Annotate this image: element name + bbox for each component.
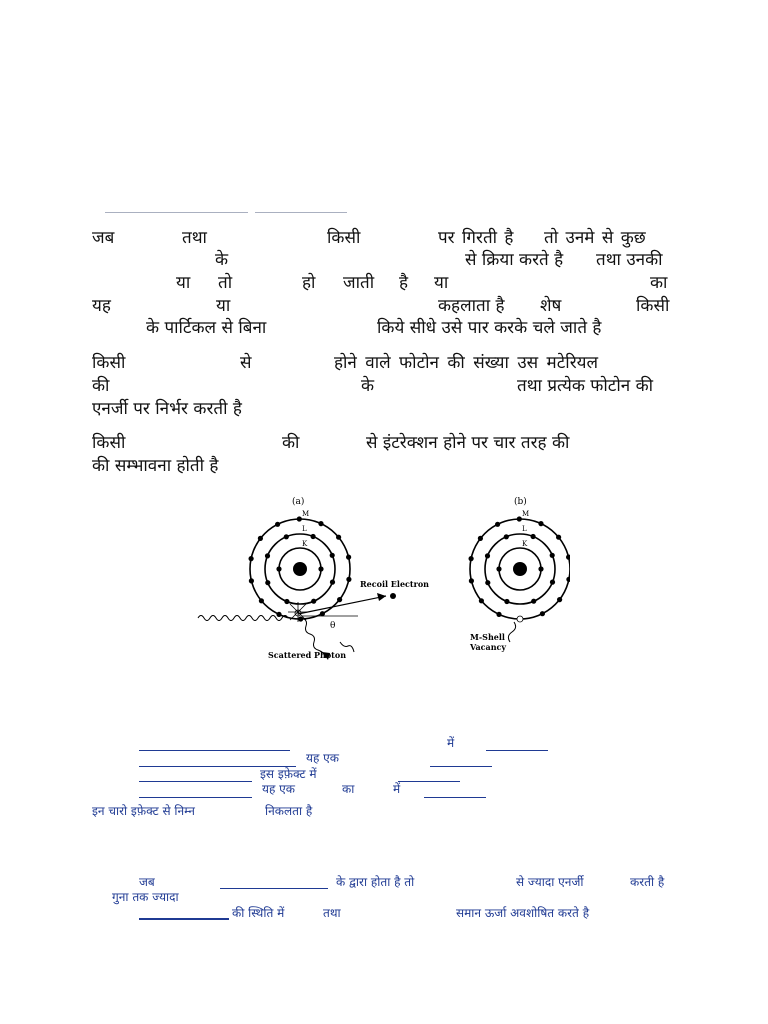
shell-label-k: K xyxy=(522,540,528,548)
vacancy-label-line2: Vacancy xyxy=(470,642,507,652)
electron-dot xyxy=(495,522,500,527)
note-blank xyxy=(139,918,229,920)
electron-dot xyxy=(556,535,561,540)
electron-dot xyxy=(540,611,545,616)
note-text: के द्वारा होता है तो xyxy=(336,875,415,889)
p2-word: होने वाले फोटोन की संख्या उस मटेरियल xyxy=(334,353,599,373)
scattered-photon-label: Scattered Photon xyxy=(268,650,347,660)
electron-dot xyxy=(496,612,501,617)
p1-word: शेष xyxy=(540,296,562,316)
p1-word: या xyxy=(216,296,231,316)
electron-dot xyxy=(284,599,289,604)
note-blank xyxy=(220,888,328,889)
recoil-electron-label: Recoil Electron xyxy=(360,579,429,589)
electron-dot xyxy=(469,556,474,561)
electron-dot xyxy=(298,616,303,621)
electron-dot xyxy=(297,516,302,521)
panel-b-label: (b) xyxy=(514,497,527,507)
electron-dot xyxy=(550,553,555,558)
electron-dot xyxy=(469,578,474,583)
electron-dot xyxy=(531,599,536,604)
note-text: इन चारो इफ़ेक्ट से निम्न xyxy=(92,804,195,818)
atom-interaction-figure xyxy=(190,492,570,667)
p1-word: या xyxy=(176,273,191,293)
electron-dot xyxy=(336,535,341,540)
p2-word: की xyxy=(92,376,110,396)
p1-word: पर गिरती है xyxy=(438,228,514,248)
electron-dot xyxy=(258,536,263,541)
p2-word: तथा प्रत्येक फोटोन की xyxy=(517,376,654,396)
p3-word: किसी xyxy=(92,433,126,453)
electron-dot xyxy=(550,580,555,585)
electron-dot xyxy=(346,577,351,582)
electron-dot xyxy=(479,598,484,603)
electron-dot xyxy=(504,599,509,604)
electron-dot xyxy=(478,536,483,541)
p1-word: किसी xyxy=(327,228,361,248)
note-text: का xyxy=(342,782,355,796)
note-text: समान ऊर्जा अवशोषित करते है xyxy=(456,906,590,920)
electron-dot xyxy=(249,578,254,583)
electron-dot xyxy=(485,580,490,585)
electron-dot xyxy=(276,566,281,571)
p1-word: से क्रिया करते है xyxy=(465,250,564,270)
p1-word: यह xyxy=(92,296,111,316)
electron-dot xyxy=(337,597,342,602)
electron-dot xyxy=(275,522,280,527)
note-text: जब xyxy=(139,875,155,889)
p1-word: है xyxy=(399,273,409,293)
atom-a-nucleus xyxy=(293,562,307,576)
shell-label-m: M xyxy=(302,510,310,518)
electron-dot xyxy=(330,553,335,558)
p1-word: किसी xyxy=(636,296,670,316)
atom-b xyxy=(469,510,571,642)
p3-word: की xyxy=(282,433,300,453)
note-text: निकलता है xyxy=(265,804,313,818)
atom-b-nucleus xyxy=(513,562,527,576)
note-text: करती है xyxy=(630,875,665,889)
electron-dot xyxy=(496,566,501,571)
p1-word: तो xyxy=(218,273,233,293)
p1-word: या xyxy=(434,273,449,293)
electron-dot xyxy=(259,598,264,603)
electron-dot xyxy=(311,599,316,604)
note-blank xyxy=(398,781,460,782)
p1-word: जाती xyxy=(343,273,375,293)
electron-dot xyxy=(566,555,570,560)
note-text: से ज्यादा एनर्जी xyxy=(516,875,584,889)
incident-photon-wave xyxy=(198,616,288,621)
shell-label-k: K xyxy=(302,540,308,548)
note-blank xyxy=(424,797,486,798)
p1-word: तथा उनकी xyxy=(596,250,663,270)
electron-dot xyxy=(566,577,570,582)
electron-dot xyxy=(330,580,335,585)
p3-word: से इंटरेक्शन होने पर चार तरह की xyxy=(366,433,570,453)
note-blank xyxy=(430,766,492,767)
p1-word: हो xyxy=(302,273,316,293)
electron-dot xyxy=(318,521,323,526)
note-text: में xyxy=(393,782,401,796)
electron-dot xyxy=(504,534,509,539)
shell-label-l: L xyxy=(302,525,307,533)
m-shell-vacancy-marker xyxy=(517,616,523,622)
electron-dot xyxy=(311,534,316,539)
p1-word: कहलाता है xyxy=(438,296,505,316)
electron-dot xyxy=(346,555,351,560)
p1-word: का xyxy=(650,273,668,293)
p1-word: के xyxy=(215,250,229,270)
p2-line: एनर्जी पर निर्भर करती है xyxy=(92,399,242,419)
note-text: इस इफ़ेक्ट में xyxy=(260,767,317,781)
shell-label-l: L xyxy=(522,525,527,533)
panel-a-label: (a) xyxy=(292,497,305,507)
vacancy-label-line1: M-Shell xyxy=(470,632,505,642)
electron-dot xyxy=(531,534,536,539)
p1-word: किये सीधे उसे पार करके चले जाते है xyxy=(377,318,602,338)
electron-dot xyxy=(249,556,254,561)
p3-line: की सम्भावना होती है xyxy=(92,456,219,476)
p1-word: तथा xyxy=(182,228,207,248)
p2-word: से xyxy=(240,353,252,373)
electron-dot xyxy=(284,534,289,539)
electron-dot xyxy=(538,521,543,526)
electron-dot xyxy=(538,566,543,571)
note-blank xyxy=(139,750,290,751)
note-blank xyxy=(486,750,548,751)
shell-label-m: M xyxy=(522,510,530,518)
electron-dot xyxy=(517,516,522,521)
heading-blank-1 xyxy=(105,212,248,213)
p1-word: तो उनमे से कुछ xyxy=(544,228,646,248)
note-text: यह एक xyxy=(306,751,339,765)
heading-blank-2 xyxy=(255,212,347,213)
theta-label: θ xyxy=(330,621,336,631)
electron-dot xyxy=(318,566,323,571)
atom-a xyxy=(249,510,352,622)
electron-dot xyxy=(265,553,270,558)
note-text: की स्थिति में xyxy=(232,906,285,920)
p1-word: जब xyxy=(92,228,115,248)
electron-dot xyxy=(557,597,562,602)
note-blank xyxy=(139,781,252,782)
electron-dot xyxy=(265,580,270,585)
p2-word: के xyxy=(361,376,375,396)
electron-dot xyxy=(276,612,281,617)
p2-word: किसी xyxy=(92,353,126,373)
electron-dot xyxy=(320,611,325,616)
note-text: गुना तक ज्यादा xyxy=(112,890,179,904)
note-blank xyxy=(139,797,252,798)
note-text: में xyxy=(447,736,455,750)
vacancy-pointer xyxy=(508,622,515,642)
p1-word: के पार्टिकल से बिना xyxy=(146,318,267,338)
note-text: तथा xyxy=(323,906,341,920)
electron-dot xyxy=(485,553,490,558)
note-text: यह एक xyxy=(262,782,295,796)
